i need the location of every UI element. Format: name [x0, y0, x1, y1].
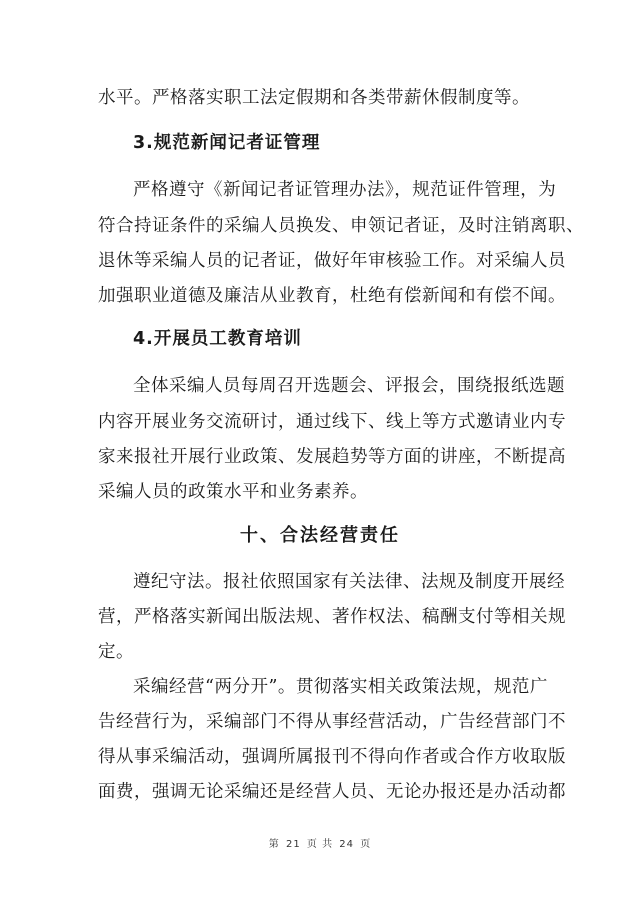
paragraph-line: 严格遵守《新闻记者证管理办法》，规范证件管理，为 [133, 180, 557, 200]
subheading-item-3: 3.规范新闻记者证管理 [133, 133, 321, 153]
paragraph-line: 加强职业道德及廉洁从业教育，杜绝有偿新闻和有偿不闻。 [98, 286, 566, 306]
paragraph-line: 退休等采编人员的记者证，做好年审核验工作。对采编人员 [98, 251, 566, 271]
footer-suffix: 页 [360, 839, 372, 850]
paragraph-line: 内容开展业务交流研讨，通过线下、线上等方式邀请业内专 [98, 412, 566, 432]
total-page-number: 24 [339, 839, 355, 850]
paragraph-line: 定。 [98, 642, 134, 662]
paragraph-line: 遵纪守法。报社依照国家有关法律、法规及制度开展经 [133, 572, 565, 592]
paragraph-line: 采编人员的政策水平和业务素养。 [98, 482, 368, 502]
section-title: 十、合法经营责任 [240, 525, 400, 546]
current-page-number: 21 [285, 839, 301, 850]
footer-prefix: 第 [268, 839, 280, 850]
paragraph-line: 告经营行为，采编部门不得从事经营活动，广告经营部门不 [98, 712, 566, 732]
paragraph-line: 水平。严格落实职工法定假期和各类带薪休假制度等。 [98, 88, 530, 108]
paragraph-line: 采编经营“两分开”。贯彻落实相关政策法规，规范广 [133, 677, 548, 697]
paragraph-line: 全体采编人员每周召开选题会、评报会，围绕报纸选题 [133, 376, 565, 396]
paragraph-line: 得从事采编活动，强调所属报刊不得向作者或合作方收取版 [98, 747, 566, 767]
paragraph-line: 家来报社开展行业政策、发展趋势等方面的讲座，不断提高 [98, 447, 566, 467]
footer-mid: 页 共 [306, 839, 334, 850]
subheading-item-4: 4.开展员工教育培训 [133, 329, 302, 349]
paragraph-line: 面费，强调无论采编还是经营人员、无论办报还是办活动都 [98, 782, 566, 802]
paragraph-line: 营，严格落实新闻出版法规、著作权法、稿酬支付等相关规 [98, 607, 566, 627]
paragraph-line: 符合持证条件的采编人员换发、申领记者证，及时注销离职、 [98, 216, 584, 236]
page-footer [0, 838, 640, 852]
